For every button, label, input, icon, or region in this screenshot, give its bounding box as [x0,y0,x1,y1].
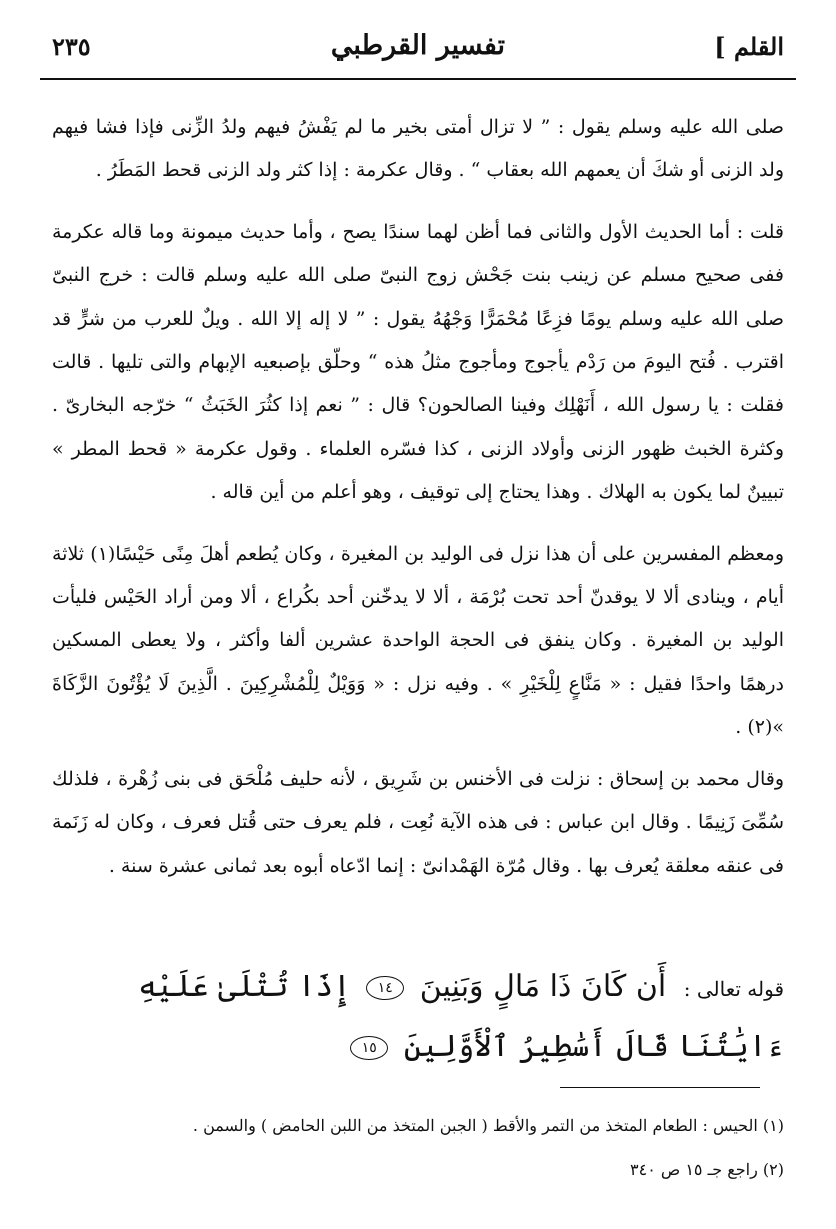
verse-intro: قوله تعالى : [683,977,784,1001]
paragraph: صلى الله عليه وسلم يقول : ” لا تزال أمتى بخير ما لم يَفْشُ فيهم ولدُ الزِّنى فإذا فشا فيهم ولد الزنى أو شكَ أن يعمهم الله بعقاب “ . وقال عكرمة : إذا كثر ولد الزنى قحط المَطَرُ . [52,116,784,182]
verse-text: أَن كَانَ ذَا مَالٍ وَبَنِينَ [419,969,667,1004]
page-number: ٢٣٥ [52,32,91,61]
verse-number-marker: ١٤ [366,976,404,1000]
footnote-divider [560,1087,760,1088]
page-header [52,24,784,74]
paragraph: قلت : أما الحديث الأول والثانى فما أظن لهما سندًا يصح ، وأما حديث ميمونة وما قاله عكرمة ففى صحيح مسلم عن زينب بنت جَحْش زوج النبىّ صلى الله عليه وسلم قالت : خرج النبىّ صلى الله عليه وسلم يومًا فزِعًا مُحْمَرًّا وَجْهُهُ يقول : ” لا إله إلا الله . ويلٌ للعرب من شرٍّ قد اقترب . فُتح اليومَ من رَدْم يأجوج ومأجوج مثلُ هذه “ وحلّق بإصبعيه الإبهام والتى تليها . قالت فقلت : يا رسول الله ، أَنَهْلِك وفينا الصالحون؟ قال : ” نعم إذا كثُرَ الخَبَثُ “ خرّجه البخارىّ . وكثرة الخبث ظهور الزنى وأولاد الزنى ، كذا فسّره العلماء . وقول عكرمة « قحط المطر » تبيينٌ لما يكون به الهلاك . وهذا يحتاج إلى توقيف ، وهو أعلم من أين قاله . [52,220,784,504]
paragraph: وقال محمد بن إسحاق : نزلت فى الأخنس بن شَرِيق ، لأنه حليف مُلْحَق فى بنى زُهْرة ، فلذلك سُمِّىَ زَنِيمًا . وقال ابن عباس : فى هذه الآية نُعِت ، فلم يعرف حتى قُتل فعرف ، وكان له زَنَمة فى عنقه معلقة يُعرف بها . وقال مُرّة الهَمْدانىّ : إنما ادّعاه أبوه بعد ثمانى عشرة سنة . [52,767,784,877]
main-text [52,106,784,906]
verse-text: إِذَا تُتْلَىٰ عَلَيْهِ ءَايَٰتُنَا قَالَ أَسَٰطِيرُ ٱلْأَوَّلِينَ [138,969,784,1064]
footnotes [52,1104,784,1192]
paragraph: ومعظم المفسرين على أن هذا نزل فى الوليد بن المغيرة ، وكان يُطعم أهلَ مِنًى حَيْسًا(١) ثلاثة أيام ، وينادى ألا لا يوقدنّ أحد تحت بُرْمَة ، ألا لا يدخّنن أحد بكُراع ، ألا ومن أراد الحَيْس فليأت الوليد بن المغيرة . وكان ينفق فى الحجة الواحدة عشرين ألفا وأكثر ، ولا يعطى المسكين درهمًا واحدًا فقيل : « مَنَّاعٍ لِلْخَيْرِ » . وفيه نزل : « وَوَيْلٌ لِلْمُشْرِكِينَ . الَّذِينَ لَا يُؤْتُونَ الزَّكَاةَ »(٢) . [52,542,784,739]
footnote: (٢) راجع جـ ١٥ ص ٣٤٠ [630,1160,784,1179]
header-divider [40,78,796,80]
verse-number-marker: ١٥ [350,1036,388,1060]
footnote: (١) الحيس : الطعام المتخذ من التمر والأقط ( الجبن المتخذ من اللبن الحامض ) والسمن . [192,1116,784,1135]
quran-verse [52,958,784,1076]
surah-name: القلم ] [714,32,784,61]
book-title: تفسير القرطبي [330,30,506,61]
